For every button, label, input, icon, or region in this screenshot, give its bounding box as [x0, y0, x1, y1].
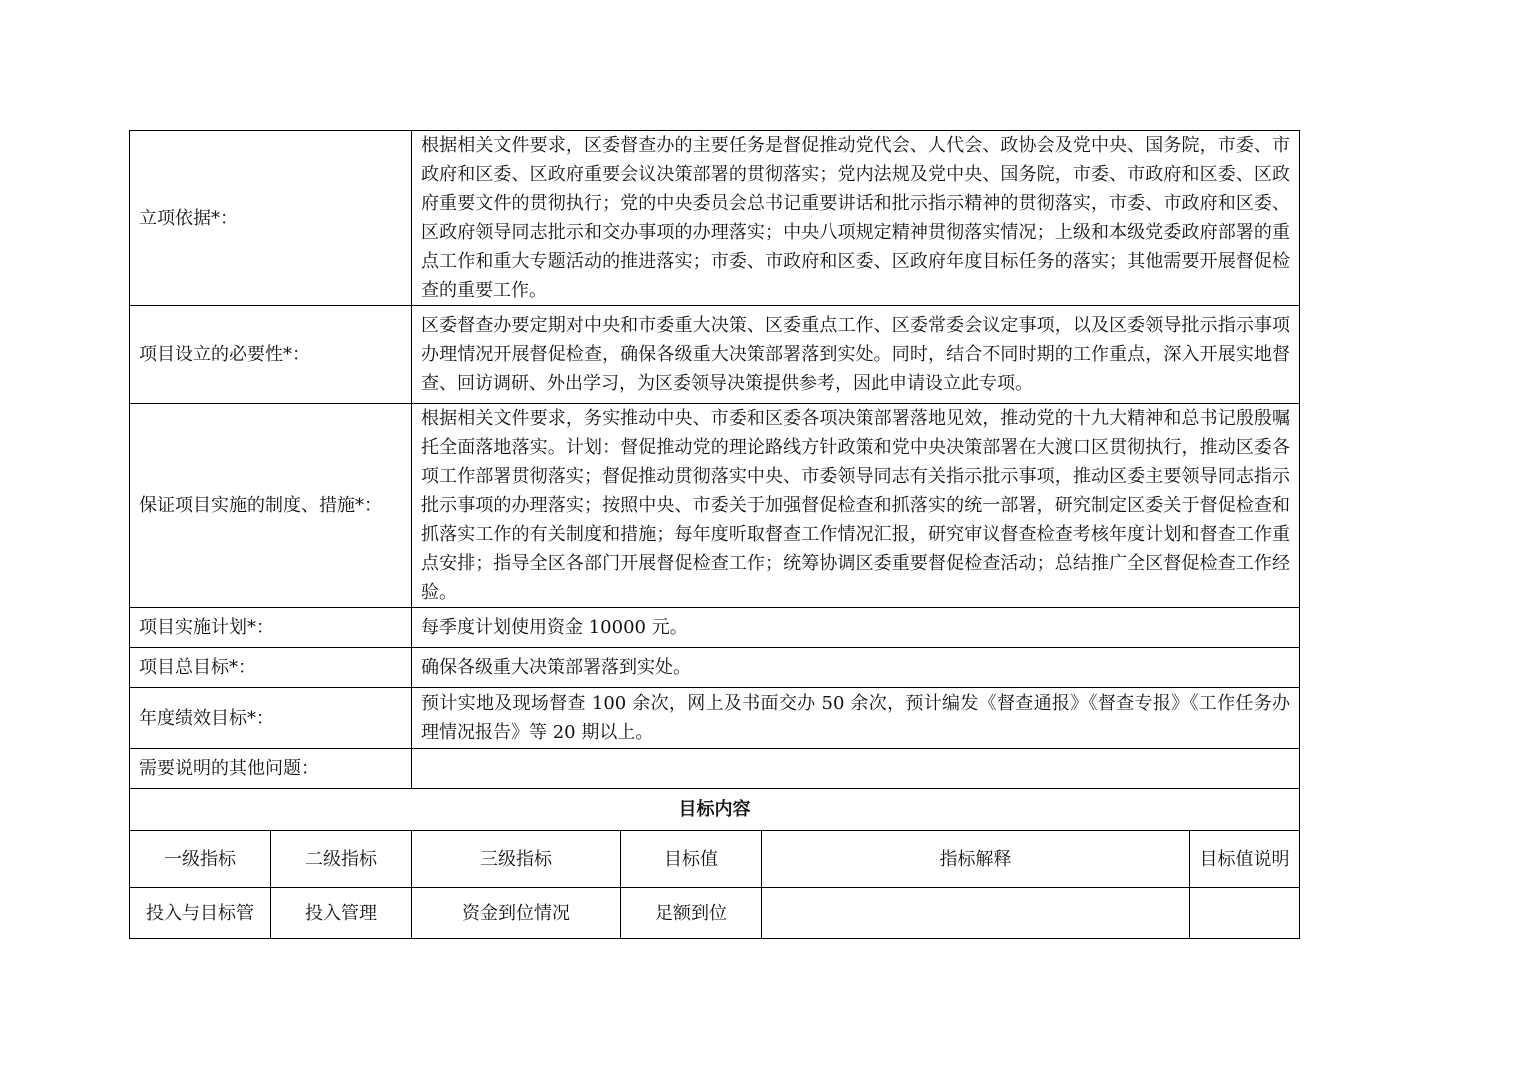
cell-explanation	[762, 888, 1190, 939]
table-row	[130, 888, 1300, 939]
necessity-content: 区委督查办要定期对中央和市委重大决策、区委重点工作、区委常委会议定事项，以及区委领导批示指示事项办理情况开展督促检查，确保各级重大决策部署落到实处。同时，结合不同时期的工作重点，深入开展实地督查、回访调研、外出学习，为区委领导决策提供参考，因此申请设立此专项。	[412, 306, 1300, 404]
overall-goal-label: 项目总目标*：	[130, 648, 412, 688]
document-page	[129, 130, 1299, 939]
plan-content: 每季度计划使用资金 10000 元。	[412, 608, 1300, 648]
header-target-value: 目标值	[621, 831, 762, 888]
cell-level3: 资金到位情况	[412, 888, 621, 939]
basis-content: 根据相关文件要求，区委督查办的主要任务是督促推动党代会、人代会、政协会及党中央、国务院，市委、市政府和区委、区政府重要会议决策部署的贯彻落实；党内法规及党中央、国务院，市委、市政府和区委、区政府重要文件的贯彻执行；党的中央委员会总书记重要讲话和批示指示精神的贯彻落实，市委、市政府和区委、区政府领导同志批示和交办事项的办理落实；中央八项规定精神贯彻落实情况；上级和本级党委政府部署的重点工作和重大专题活动的推进落实；市委、市政府和区委、区政府年度目标任务的落实；其他需要开展督促检查的重要工作。	[412, 131, 1300, 306]
necessity-label: 项目设立的必要性*：	[130, 306, 412, 404]
cell-value-note	[1190, 888, 1300, 939]
other-label: 需要说明的其他问题：	[130, 749, 412, 789]
row-section-title	[130, 789, 1300, 831]
row-measures	[130, 404, 1300, 608]
header-explanation: 指标解释	[762, 831, 1190, 888]
other-content	[412, 749, 1300, 789]
cell-level1: 投入与目标管	[130, 888, 271, 939]
plan-label: 项目实施计划*：	[130, 608, 412, 648]
header-value-note: 目标值说明	[1190, 831, 1300, 888]
cell-target-value: 足额到位	[621, 888, 762, 939]
overall-goal-content: 确保各级重大决策部署落到实处。	[412, 648, 1300, 688]
measures-label: 保证项目实施的制度、措施*：	[130, 404, 412, 608]
row-annual-goal	[130, 688, 1300, 749]
row-plan	[130, 608, 1300, 648]
annual-goal-content: 预计实地及现场督查 100 余次，网上及书面交办 50 余次，预计编发《督查通报》《督查专报》《工作任务办理情况报告》等 20 期以上。	[412, 688, 1300, 749]
cell-level2: 投入管理	[271, 888, 412, 939]
annual-goal-label: 年度绩效目标*：	[130, 688, 412, 749]
header-level1: 一级指标	[130, 831, 271, 888]
row-basis	[130, 131, 1300, 306]
project-form-table	[129, 130, 1300, 939]
target-header-row	[130, 831, 1300, 888]
row-other	[130, 749, 1300, 789]
measures-content: 根据相关文件要求，务实推动中央、市委和区委各项决策部署落地见效，推动党的十九大精神和总书记殷殷嘱托全面落地落实。计划：督促推动党的理论路线方针政策和党中央决策部署在大渡口区贯彻执行，推动区委各项工作部署贯彻落实；督促推动贯彻落实中央、市委领导同志有关指示批示事项，推动区委主要领导同志指示批示事项的办理落实；按照中央、市委关于加强督促检查和抓落实的统一部署，研究制定区委关于督促检查和抓落实工作的有关制度和措施；每年度听取督查工作情况汇报，研究审议督查检查考核年度计划和督查工作重点安排；指导全区各部门开展督促检查工作；统筹协调区委重要督促检查活动；总结推广全区督促检查工作经验。	[412, 404, 1300, 608]
basis-label: 立项依据*：	[130, 131, 412, 306]
header-level2: 二级指标	[271, 831, 412, 888]
row-overall-goal	[130, 648, 1300, 688]
row-necessity	[130, 306, 1300, 404]
header-level3: 三级指标	[412, 831, 621, 888]
target-section-title: 目标内容	[130, 789, 1300, 831]
